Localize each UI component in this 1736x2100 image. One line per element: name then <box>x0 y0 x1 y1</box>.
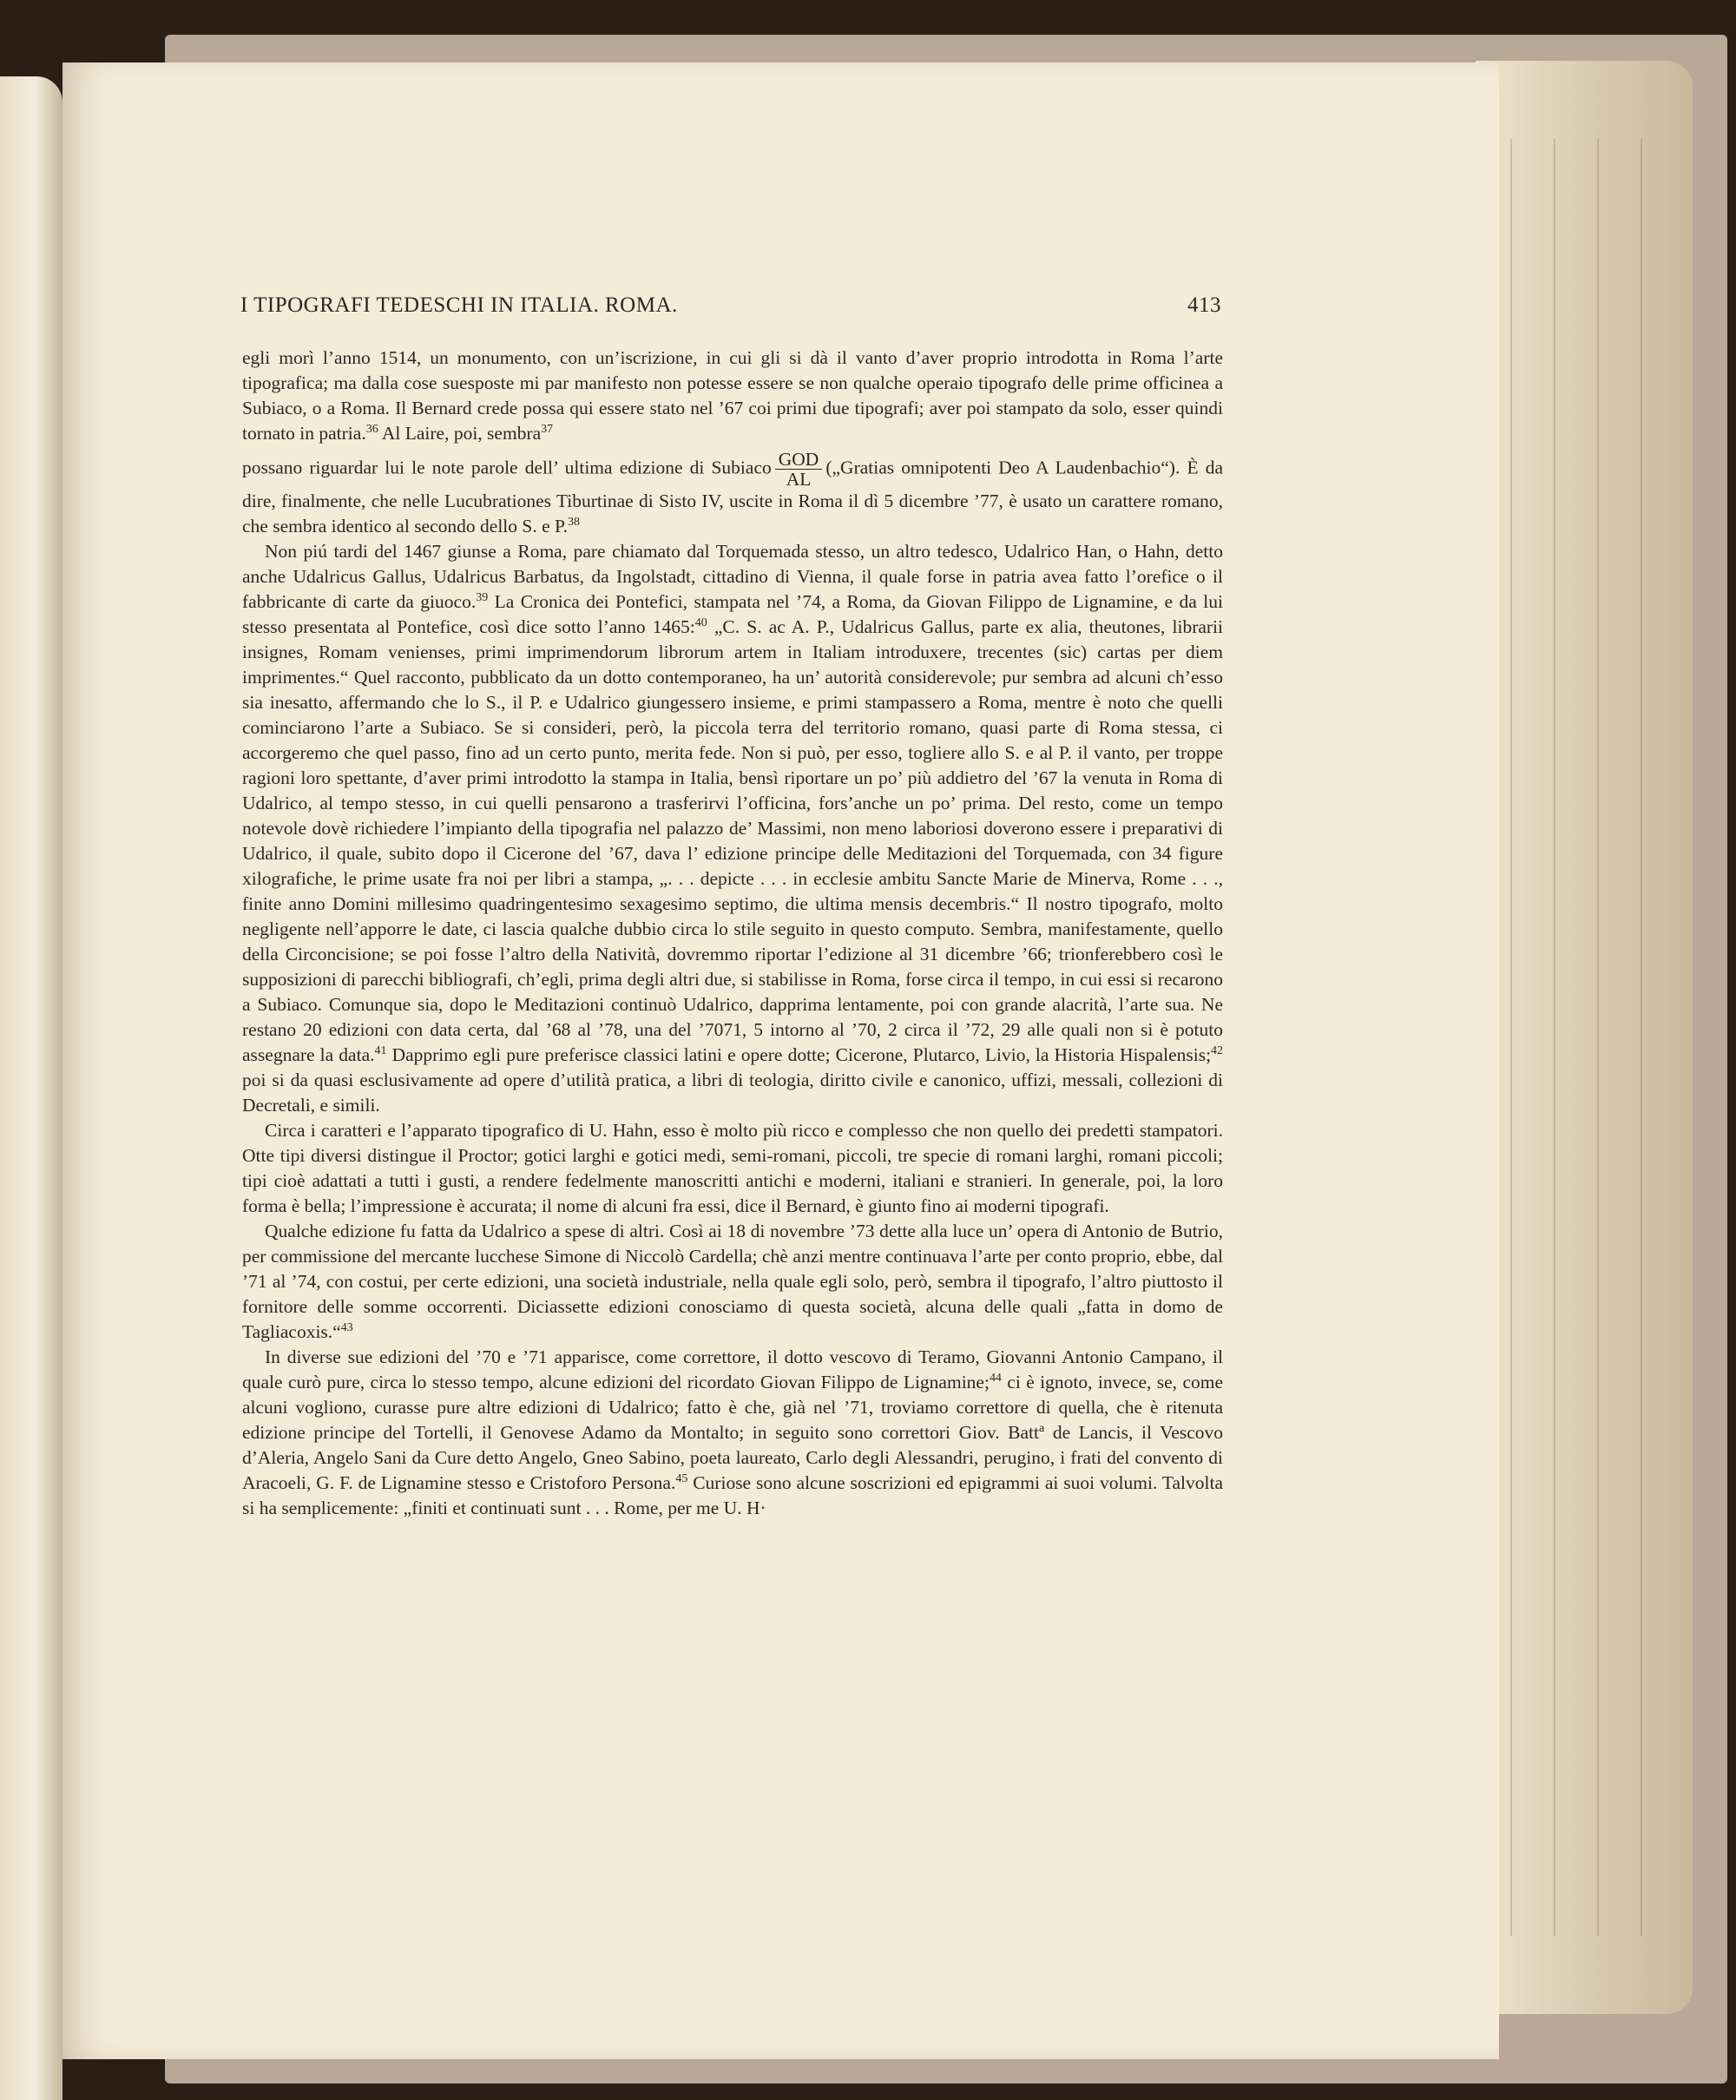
book-page <box>62 63 1499 2059</box>
superscript-abbrev: a <box>1039 1421 1045 1435</box>
footnote-ref: 40 <box>694 616 707 629</box>
footnote-ref: 38 <box>567 515 580 529</box>
footnote-ref: 45 <box>675 1471 688 1485</box>
footnote-ref: 44 <box>989 1371 1002 1385</box>
page-number: 413 <box>1187 293 1221 317</box>
paragraph-4: Qualche edizione fu fatta da Udalrico a spese di altri. Così ai 18 di novembre ’73 dette alla luce un’ opera di Antonio de Butrio, per commissione del mercante lucchese Simone di Niccolò Cardella; chè anzi mentre continuava l’arte per conto proprio, ebbe, dal ’71 al ’74, con costui, per certe edizioni, una società industriale, nella quale egli solo, però, sembra il tipografo, l’altro piuttosto il fornitore delle somme occorrenti. Diciassette edizioni conosciamo di questa società, alcuna delle quali „fatta in domo de Tagliacoxis.“$^{43}$ <box>242 1221 1223 1342</box>
running-title: I TIPOGRAFI TEDESCHI IN ITALIA. ROMA. <box>240 293 678 317</box>
paragraph-5: In diverse sue edizioni del ’70 e ’71 apparisce, come correttore, il dotto vescovo di Teramo, Giovanni Antonio Campano, il quale curò pure, circa lo stesso tempo, alcune edizioni del ricordato Giovan Filippo de Lignamine;$^{44}$ ci è ignoto, invece, se, come alcuni vogliono, curasse pure altre edizioni di Udalrico; fatto è che, già nel ’71, troviamo correttore di quella, che è ritenuta edizione principe del Tortelli, il Genovese Adamo da Montalto; in seguito sono correttori Giov. Batt$^a$ de Lancis, il Vescovo d’Aleria, Angelo Sani da Cure detto Angelo, Gneo Sabino, poeta laureato, Carlo degli Alessandri, perugino, i frati del convento di Aracoeli, G. F. de Lignamine stesso e Cristoforo Persona.$^{45}$ Curiose sono alcune soscrizioni ed epigrammi ai suoi volumi. Talvolta si ha semplicemente: „finiti et continuati sunt . . . Rome, per me U. H· <box>242 1346 1223 1518</box>
running-header <box>240 293 1221 321</box>
footnote-ref: 36 <box>365 422 378 436</box>
facing-page-edge <box>0 76 62 2100</box>
footnote-ref: 42 <box>1211 1043 1224 1057</box>
footnote-ref: 43 <box>340 1320 353 1334</box>
paragraph-1: egli morì l’anno 1514, un monumento, con un’iscrizione, in cui gli si dà il vanto d’aver proprio introdotta in Roma l’arte tipografica; ma dalla cose suesposte mi par manifesto non potesse essere se non qualche operaio tipografo delle prime officinea a Subiaco, o a Roma. Il Bernard crede possa qui essere stato nel ’67 coi primi due tipografi; aver poi stampato da solo, esser quindi tornato in patria.$^{36}$ Al Laire, poi, sembra$^{37}$ possano riguardar lui le note parole dell’ ultima edizione di Subiaco $\frac{\text{GOD}}{AL}$ („Gratias omnipotenti Deo A Laudenbachio“). È da dire, finalmente, che nelle Lucubrationes Tiburtinae di Sisto IV, uscite in Roma il dì 5 dicembre ’77, è usato un carattere romano, che sembra identico al secondo dello S. e P.$^{38}$ <box>242 347 1223 537</box>
colophon-fraction: $\frac{\text{GOD}}{AL}$ <box>775 450 823 489</box>
footnote-ref: 37 <box>541 422 554 436</box>
footnote-ref: 41 <box>374 1043 387 1057</box>
paragraph-2: Non piú tardi del 1467 giunse a Roma, pare chiamato dal Torquemada stesso, un altro tedesco, Udalrico Han, o Hahn, detto anche Udalricus Gallus, Udalricus Barbatus, da Ingolstadt, cittadino di Vienna, il quale forse in patria avea fatto l’orefice o il fabbricante di carte da giuoco.$^{39}$ La Cronica dei Pontefici, stampata nel ’74, a Roma, da Giovan Filippo de Lignamine, e da lui stesso presentata al Pontefice, così dice sotto l’anno 1465:$^{40}$ „C. S. ac A. P., Udalricus Gallus, parte ex alia, theutones, librarii insignes, Romam venienses, primi imprimendorum librorum artem in Italiam introduxere, trecentes (sic) cartas per diem imprimentes.“ Quel racconto, pubblicato da un dotto contemporaneo, ha un’ autorità considerevole; pur sembra ad alcuni ch’esso sia inesatto, affermando che lo S., il P. e Udalrico giungessero insieme, e primi stampassero a Roma, mentre è noto che quelli cominciarono l’arte a Subiaco. Se si consideri, però, la piccola terra del territorio romano, quasi parte di Roma stessa, ci accorgeremo che quel passo, fino ad un certo punto, merita fede. Non si può, per esso, togliere allo S. e al P. il vanto, per troppe ragioni loro spettante, d’aver primi introdotto la stampa in Italia, bensì riportare un po’ più addietro del ’67 la venuta in Roma di Udalrico, al tempo stesso, in cui quelli pensarono a trasferirvi l’officina, fors’anche un po’ prima. Del resto, come un tempo notevole dovè richiedere l’impianto della tipografia nel palazzo de’ Massimi, non meno laboriosi doverono essere i preparativi di Udalrico, il quale, subito dopo il Cicerone del ’67, dava l’ edizione principe delle Meditazioni del Torquemada, con 34 figure xilografiche, le prime usate fra noi per libri a stampa, „. . . depicte . . . in ecclesie ambitu Sancte Marie de Minerva, Rome . . ., finite anno Domini millesimo quadringentesimo sexagesimo septimo, die ultima mensis decembris.“ Il nostro tipografo, molto negligente nell’apporre le date, ci lascia qualche dubbio circa lo stile seguito in questo computo. Sembra, manifestamente, quello della Circoncisione; se poi fosse l’altro della Natività, dovremmo riportar l’edizione al 31 dicembre ’66; trionferebbero così le supposizioni di parecchi bibliografi, ch’egli, prima degli altri due, si stabilisse in Roma, forse circa il tempo, in cui essi si recarono a Subiaco. Comunque sia, dopo le Meditazioni continuò Udalrico, dapprima lentamente, poi con grande alacrità, l’arte sua. Ne restano 20 edizioni con data certa, dal ’68 al ’78, una del ’7071, 5 intorno al ’70, 2 circa il ’72, 29 alle quali non si è potuto assegnare la data.$^{41}$ Dapprimo egli pure preferisce classici latini e opere dotte; Cicerone, Plutarco, Livio, la Historia Hispalensis;$^{42}$ poi si da quasi esclusivamente ad opere d’utilità pratica, a libri di teologia, diritto civile e canonico, uffizi, messali, collezioni di Decretali, e simili. <box>242 541 1224 1116</box>
page-edges <box>1476 61 1693 2014</box>
footnote-ref: 39 <box>476 590 489 604</box>
paragraph-3: Circa i caratteri e l’apparato tipografico di U. Hahn, esso è molto più ricco e complesso che non quello dei predetti stampatori. Otte tipi diversi distingue il Proctor; gotici larghi e gotici medi, semi-romani, piccoli, tre specie di romani larghi, romani piccoli; tipi cioè adattati a tutti i gusti, a rendere fedelmente manoscritti antichi e moderni, italiani e stranieri. In generale, poi, la loro forma è bella; l’impressione è accurata; il nome di alcuni fra essi, dice il Bernard, è giunto fino ai moderni tipografi. <box>242 1120 1223 1216</box>
body-text <box>242 346 1223 1521</box>
